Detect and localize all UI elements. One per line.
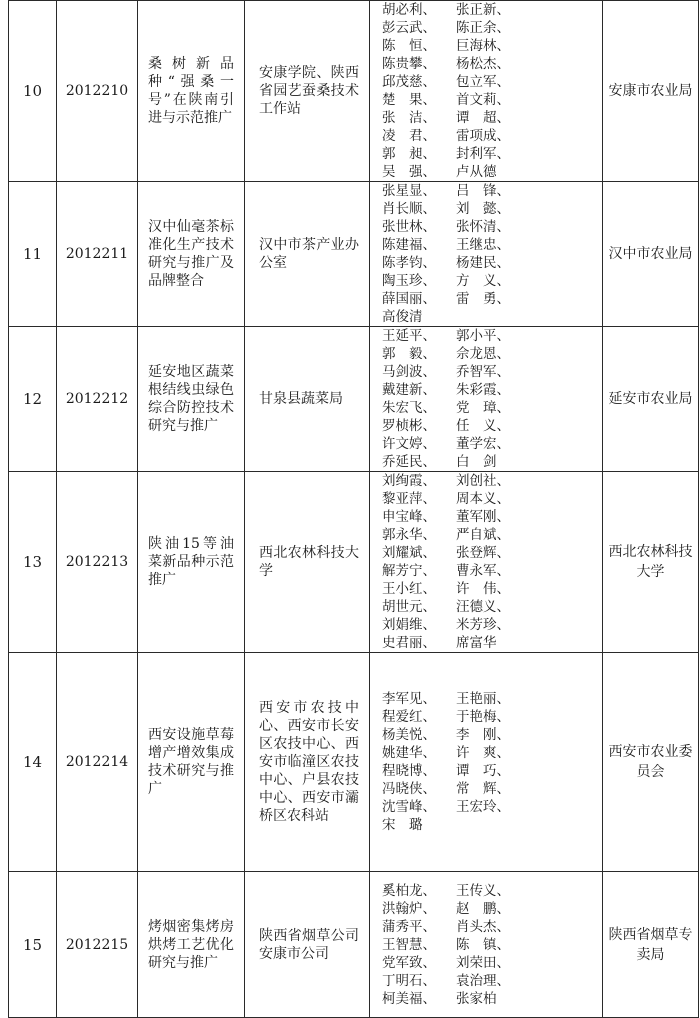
project-name: 延安地区蔬菜根结线虫绿色综合防控技术研究与推广 — [138, 327, 245, 472]
people-list — [370, 472, 603, 653]
person-name: 陶玉珍、 — [382, 273, 436, 289]
person-name: 解芳宁、 — [382, 563, 436, 579]
person-name: 冯晓侠、 — [382, 781, 436, 797]
person-name: 张 洁、 — [382, 110, 436, 126]
person-name: 彭云武、 — [382, 20, 436, 36]
table-row — [9, 653, 699, 872]
person-name: 柯美福、 — [382, 990, 436, 1007]
row-number: 12 — [9, 327, 57, 472]
person-name: 包立军、 — [456, 74, 510, 90]
person-name: 陈建福、 — [382, 237, 436, 253]
person-name: 袁治理、 — [456, 972, 510, 989]
person-name: 巨海林、 — [456, 38, 510, 54]
person-name: 张正新、 — [456, 2, 510, 18]
project-code: 2012210 — [57, 1, 138, 182]
person-name: 李军见、 — [382, 691, 436, 707]
person-name: 卢从德 — [456, 164, 497, 180]
person-name: 李 刚、 — [456, 727, 510, 743]
table-row — [9, 872, 699, 1018]
person-name: 郭 昶、 — [382, 146, 436, 162]
person-name: 洪翰炉、 — [382, 900, 436, 917]
row-number: 11 — [9, 182, 57, 327]
table-row — [9, 472, 699, 653]
people-list — [370, 872, 603, 1018]
person-name: 朱彩霞、 — [456, 382, 510, 398]
project-code: 2012212 — [57, 327, 138, 472]
person-name: 杨建民、 — [456, 255, 510, 271]
person-name: 王继忠、 — [456, 237, 510, 253]
person-name: 胡必利、 — [382, 2, 436, 18]
person-name: 程晓博、 — [382, 763, 436, 779]
person-name: 陈贵攀、 — [382, 56, 436, 72]
person-name: 白 剑 — [456, 454, 497, 470]
person-name: 谭 超、 — [456, 110, 510, 126]
people-list — [370, 327, 603, 472]
person-name: 杨美悦、 — [382, 727, 436, 743]
person-name: 赵 鹏、 — [456, 900, 510, 917]
award-table — [8, 0, 699, 1018]
person-name: 奚柏龙、 — [382, 882, 436, 899]
table-row — [9, 182, 699, 327]
person-name: 严自斌、 — [456, 527, 510, 543]
person-name: 郭 毅、 — [382, 346, 436, 362]
person-name: 董军刚、 — [456, 509, 510, 525]
person-name: 党军致、 — [382, 954, 436, 971]
person-name: 肖长顺、 — [382, 201, 436, 217]
project-name: 汉中仙毫茶标准化生产技术研究与推广及品牌整合 — [138, 182, 245, 327]
recommending-unit: 陕西省烟草专卖局 — [603, 872, 699, 1018]
person-name: 程爱红、 — [382, 709, 436, 725]
recommending-unit: 延安市农业局 — [603, 327, 699, 472]
person-name: 戴建新、 — [382, 382, 436, 398]
completing-unit: 西安市农技中心、西安市长安区农技中心、西安市临潼区农技中心、户县农技中心、西安市灞桥区农科站 — [245, 653, 370, 872]
person-name: 刘娟维、 — [382, 617, 436, 633]
person-name: 陈 镇、 — [456, 936, 510, 953]
person-name: 王宏玲、 — [456, 799, 510, 815]
project-code: 2012215 — [57, 872, 138, 1018]
person-name: 乔智军、 — [456, 364, 510, 380]
person-name: 王艳丽、 — [456, 691, 510, 707]
person-name: 周本义、 — [456, 491, 510, 507]
person-name: 姚建华、 — [382, 745, 436, 761]
person-name: 邱茂慈、 — [382, 74, 436, 90]
recommending-unit: 汉中市农业局 — [603, 182, 699, 327]
person-name: 黎亚萍、 — [382, 491, 436, 507]
row-number: 15 — [9, 872, 57, 1018]
person-name: 马剑波、 — [382, 364, 436, 380]
person-name: 朱宏飞、 — [382, 400, 436, 416]
person-name: 首文莉、 — [456, 92, 510, 108]
person-name: 谭 巧、 — [456, 763, 510, 779]
person-name: 王延平、 — [382, 328, 436, 344]
completing-unit: 陕西省烟草公司安康市公司 — [245, 872, 370, 1018]
recommending-unit: 安康市农业局 — [603, 1, 699, 182]
person-name: 沈雪峰、 — [382, 799, 436, 815]
row-number: 10 — [9, 1, 57, 182]
person-name: 吴 强、 — [382, 164, 436, 180]
person-name: 许 伟、 — [456, 581, 510, 597]
people-list — [370, 1, 603, 182]
person-name: 陈正余、 — [456, 20, 510, 36]
person-name: 张怀清、 — [456, 219, 510, 235]
person-name: 凌 君、 — [382, 128, 436, 144]
person-name: 申宝峰、 — [382, 509, 436, 525]
person-name: 罗桢彬、 — [382, 418, 436, 434]
person-name: 党 璋、 — [456, 400, 510, 416]
person-name: 张世林、 — [382, 219, 436, 235]
person-name: 刘绚霞、 — [382, 473, 436, 489]
person-name: 乔延民、 — [382, 454, 436, 470]
person-name: 汪德义、 — [456, 599, 510, 615]
person-name: 肖头杰、 — [456, 918, 510, 935]
project-name: 陕油15等油菜新品种示范推广 — [138, 472, 245, 653]
person-name: 刘荣田、 — [456, 954, 510, 971]
person-name: 蒲秀平、 — [382, 918, 436, 935]
person-name: 曹永军、 — [456, 563, 510, 579]
person-name: 张星显、 — [382, 183, 436, 199]
person-name: 丁明石、 — [382, 972, 436, 989]
person-name: 郭永华、 — [382, 527, 436, 543]
completing-unit: 安康学院、陕西省园艺蚕桑技术工作站 — [245, 1, 370, 182]
project-name: 西安设施草莓增产增效集成技术研究与推广 — [138, 653, 245, 872]
person-name: 雷项成、 — [456, 128, 510, 144]
person-name: 雷 勇、 — [456, 291, 510, 307]
project-name: 桑树新品种“强桑一号”在陕南引进与示范推广 — [138, 1, 245, 182]
person-name: 方 义、 — [456, 273, 510, 289]
recommending-unit: 西北农林科技大学 — [603, 472, 699, 653]
completing-unit: 甘泉县蔬菜局 — [245, 327, 370, 472]
person-name: 任 义、 — [456, 418, 510, 434]
person-name: 王智慧、 — [382, 936, 436, 953]
person-name: 郭小平、 — [456, 328, 510, 344]
person-name: 许 爽、 — [456, 745, 510, 761]
project-code: 2012214 — [57, 653, 138, 872]
person-name: 薛国丽、 — [382, 291, 436, 307]
person-name: 刘创社、 — [456, 473, 510, 489]
table-row — [9, 1, 699, 182]
person-name: 张家柏 — [456, 990, 497, 1007]
person-name: 胡世元、 — [382, 599, 436, 615]
person-name: 刘耀斌、 — [382, 545, 436, 561]
person-name: 陈 恒、 — [382, 38, 436, 54]
person-name: 许文婷、 — [382, 436, 436, 452]
person-name: 吕 锋、 — [456, 183, 510, 199]
person-name: 董学宏、 — [456, 436, 510, 452]
table-row — [9, 327, 699, 472]
person-name: 宋 璐 — [382, 817, 423, 833]
project-code: 2012211 — [57, 182, 138, 327]
completing-unit: 西北农林科技大学 — [245, 472, 370, 653]
person-name: 于艳梅、 — [456, 709, 510, 725]
row-number: 14 — [9, 653, 57, 872]
project-code: 2012213 — [57, 472, 138, 653]
person-name: 王小红、 — [382, 581, 436, 597]
person-name: 佘龙恩、 — [456, 346, 510, 362]
person-name: 席富华 — [456, 635, 497, 651]
person-name: 陈孝钧、 — [382, 255, 436, 271]
people-list — [370, 182, 603, 327]
person-name: 常 辉、 — [456, 781, 510, 797]
row-number: 13 — [9, 472, 57, 653]
person-name: 米芳珍、 — [456, 617, 510, 633]
person-name: 封利军、 — [456, 146, 510, 162]
people-list — [370, 653, 603, 872]
person-name: 史君丽、 — [382, 635, 436, 651]
person-name: 楚 果、 — [382, 92, 436, 108]
person-name: 高俊清 — [382, 309, 423, 325]
person-name: 王传义、 — [456, 882, 510, 899]
person-name: 张登辉、 — [456, 545, 510, 561]
person-name: 刘 懿、 — [456, 201, 510, 217]
person-name: 杨松杰、 — [456, 56, 510, 72]
recommending-unit: 西安市农业委员会 — [603, 653, 699, 872]
completing-unit: 汉中市茶产业办公室 — [245, 182, 370, 327]
project-name: 烤烟密集烤房烘烤工艺优化研究与推广 — [138, 872, 245, 1018]
